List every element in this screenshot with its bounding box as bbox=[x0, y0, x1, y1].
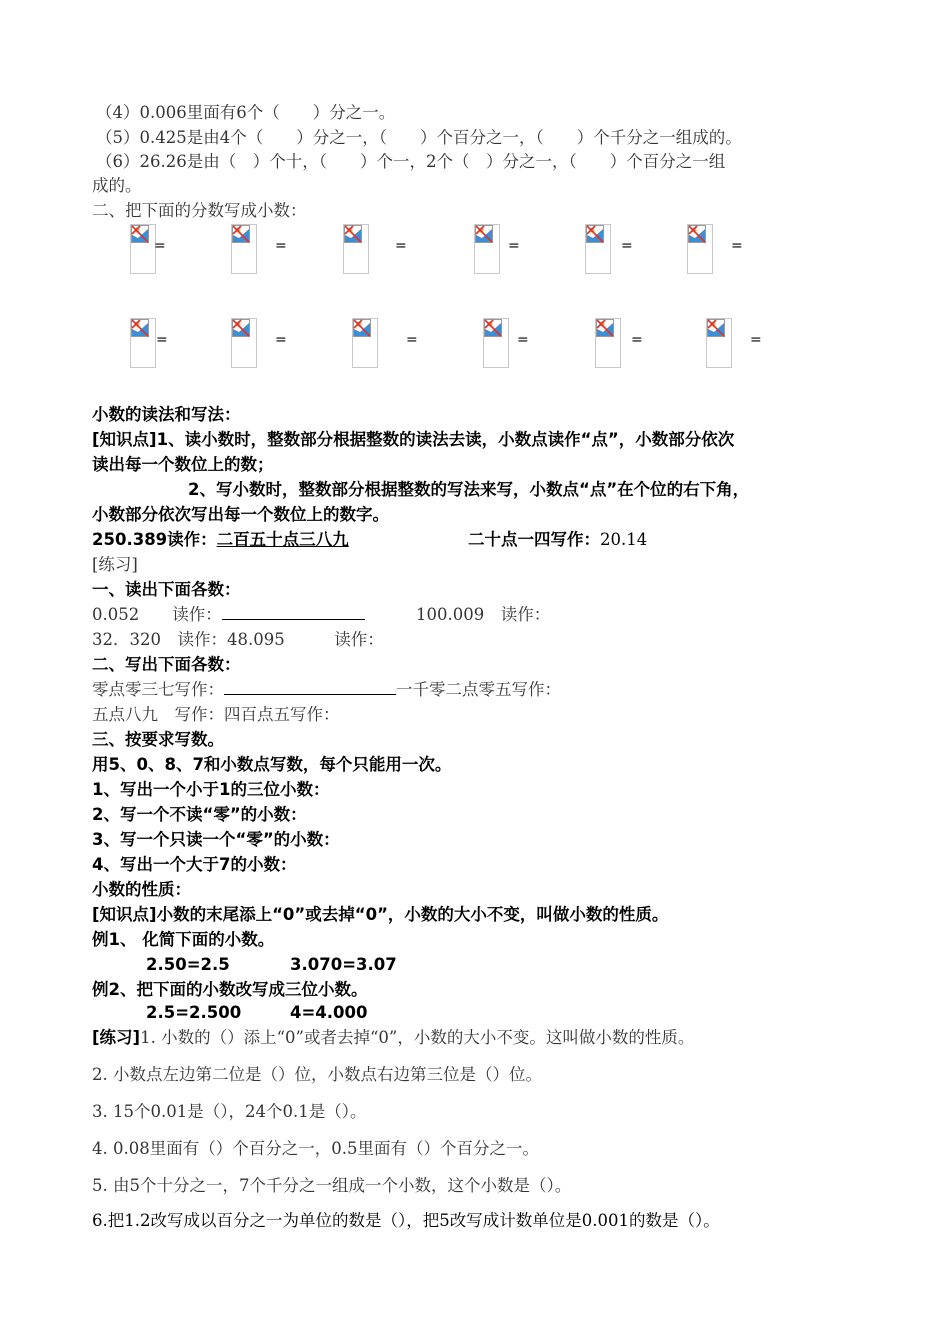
knowledge-1: [知识点]1、读小数时，整数部分根据整数的读法去读，小数点读作“点”，小数部分依次 bbox=[92, 430, 735, 449]
example-2-answer: 20.14 bbox=[600, 530, 648, 549]
read-item-1: 0.052 读作： bbox=[92, 605, 222, 624]
fraction-image bbox=[231, 224, 257, 274]
task-2: 2、写一个不读“零”的小数： bbox=[92, 805, 307, 824]
equals-sign: = bbox=[750, 332, 762, 348]
fraction-image bbox=[474, 224, 500, 274]
equals-sign: = bbox=[154, 238, 166, 254]
broken-image-icon bbox=[131, 319, 149, 337]
write-item-2: 一千零二点零五写作： bbox=[396, 680, 561, 699]
question-6-cont: 成的。 bbox=[92, 176, 142, 195]
example-2-b: 4=4.000 bbox=[290, 1003, 368, 1022]
fraction-image bbox=[706, 318, 732, 368]
fraction-image bbox=[130, 318, 156, 368]
section-3-instruction: 用5、0、8、7和小数点写数，每个只能用一次。 bbox=[92, 755, 452, 774]
practice-5: 5. 由5个十分之一，7个千分之一组成一个小数，这个小数是（）。 bbox=[92, 1176, 572, 1195]
fraction-image bbox=[595, 318, 621, 368]
equals-sign: = bbox=[156, 332, 168, 348]
equals-sign: = bbox=[275, 332, 287, 348]
example-2-prefix: 二十点一四写作： bbox=[468, 530, 600, 549]
equals-sign: = bbox=[621, 238, 633, 254]
section-2-heading: 二、写出下面各数： bbox=[92, 655, 241, 674]
example-1-b: 3.070=3.07 bbox=[290, 955, 397, 974]
question-6: （6）26.26是由（ ）个十，（ ）个一，2个（ ）分之一，（ ）个百分之一组 bbox=[96, 152, 726, 171]
equals-sign: = bbox=[275, 238, 287, 254]
fraction-image bbox=[231, 318, 257, 368]
read-item-2: 100.009 读作： bbox=[416, 605, 551, 624]
equals-sign: = bbox=[731, 238, 743, 254]
answer-blank bbox=[222, 604, 365, 620]
fraction-image bbox=[483, 318, 509, 368]
broken-image-icon bbox=[707, 319, 725, 337]
equals-sign: = bbox=[406, 332, 418, 348]
broken-image-icon bbox=[484, 319, 502, 337]
example-2-a: 2.5=2.500 bbox=[146, 1003, 242, 1022]
broken-image-icon bbox=[232, 225, 250, 243]
broken-image-icon bbox=[586, 225, 604, 243]
section-1-heading: 一、读出下面各数： bbox=[92, 580, 241, 599]
practice-4: 4. 0.08里面有（）个百分之一，0.5里面有（）个百分之一。 bbox=[92, 1139, 539, 1158]
broken-image-icon bbox=[596, 319, 614, 337]
knowledge-2: 2、写小数时，整数部分根据整数的写法来写，小数点“点”在个位的右下角， bbox=[188, 480, 750, 499]
section-3-heading: 三、按要求写数。 bbox=[92, 730, 224, 749]
task-3: 3、写一个只读一个“零”的小数： bbox=[92, 830, 340, 849]
read-row-2: 32．320 读作：48.095 读作： bbox=[92, 630, 384, 649]
read-row-1 bbox=[92, 604, 365, 626]
example-1-answer: 二百五十点三八九 bbox=[216, 530, 349, 549]
reading-title: 小数的读法和写法： bbox=[92, 405, 241, 424]
example-1-title: 例1、 化简下面的小数。 bbox=[92, 930, 275, 949]
write-item-1: 零点零三七写作： bbox=[92, 680, 224, 699]
broken-image-icon bbox=[344, 225, 362, 243]
fraction-image bbox=[130, 224, 156, 274]
broken-image-icon bbox=[688, 225, 706, 243]
fraction-image bbox=[343, 224, 369, 274]
practice-1 bbox=[92, 1027, 694, 1049]
reading-example-1 bbox=[92, 529, 349, 551]
example-1-a: 2.50=2.5 bbox=[146, 955, 230, 974]
equals-sign: = bbox=[395, 238, 407, 254]
question-5: （5）0.425是由4个（ ）分之一，（ ）个百分之一，（ ）个千分之一组成的。 bbox=[96, 128, 742, 147]
equals-sign: = bbox=[508, 238, 520, 254]
broken-image-icon bbox=[131, 225, 149, 243]
task-4: 4、写出一个大于7的小数： bbox=[92, 855, 297, 874]
fraction-image bbox=[585, 224, 611, 274]
practice-label: [练习] bbox=[92, 1028, 141, 1047]
equals-sign: = bbox=[517, 332, 529, 348]
task-1: 1、写出一个小于1的三位小数： bbox=[92, 780, 330, 799]
knowledge-2-cont: 小数部分依次写出每一个数位上的数字。 bbox=[92, 505, 389, 524]
practice-6: 6.把1.2改写成以百分之一为单位的数是（），把5改写成计数单位是0.001的数是（）。 bbox=[92, 1211, 720, 1230]
broken-image-icon bbox=[353, 319, 371, 337]
answer-blank bbox=[224, 679, 396, 695]
equals-sign: = bbox=[631, 332, 643, 348]
broken-image-icon bbox=[232, 319, 250, 337]
example-1-prefix: 250.389读作： bbox=[92, 530, 217, 549]
nature-knowledge: [知识点]小数的末尾添上“0”或去掉“0”，小数的大小不变，叫做小数的性质。 bbox=[92, 905, 669, 924]
nature-title: 小数的性质： bbox=[92, 880, 191, 899]
knowledge-1-cont: 读出每一个数位上的数； bbox=[92, 455, 274, 474]
broken-image-icon bbox=[475, 225, 493, 243]
write-row-2: 五点八九 写作：四百点五写作： bbox=[92, 705, 340, 724]
question-4: （4）0.006里面有6个（ ）分之一。 bbox=[96, 103, 396, 122]
practice-3: 3. 15个0.01是（），24个0.1是（）。 bbox=[92, 1102, 367, 1121]
practice-1-text: 1. 小数的（）添上“0”或者去掉“0”，小数的大小不变。这叫做小数的性质。 bbox=[140, 1028, 695, 1047]
practice-2: 2. 小数点左边第二位是（）位，小数点右边第三位是（）位。 bbox=[92, 1065, 542, 1084]
write-row-1 bbox=[92, 679, 561, 701]
practice-label: [练习] bbox=[92, 555, 138, 574]
fraction-image bbox=[352, 318, 378, 368]
example-2-title: 例2、把下面的小数改写成三位小数。 bbox=[92, 980, 368, 999]
fraction-image bbox=[687, 224, 713, 274]
fractions-heading: 二、把下面的分数写成小数： bbox=[92, 201, 307, 220]
reading-example-2 bbox=[468, 529, 647, 551]
